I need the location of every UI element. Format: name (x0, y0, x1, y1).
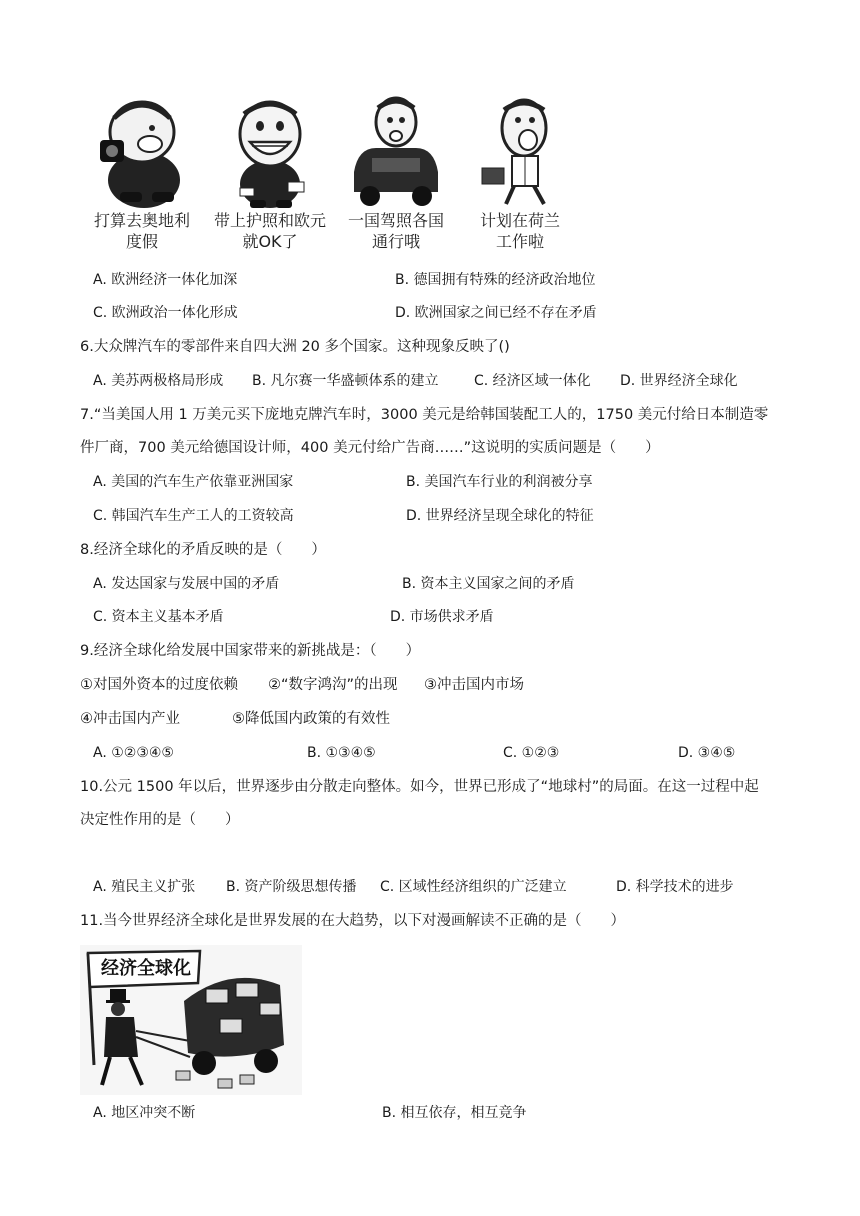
cartoon-caption-2: 带上护照和欧元 就OK了 (213, 211, 326, 251)
q8-option-d[interactable]: D. 市场供求矛盾 (390, 609, 494, 625)
cartoon-walking-man (474, 92, 574, 210)
q9-stem: 9.经济全球化给发展中国家带来的新挑战是：（ ） (80, 643, 421, 659)
q9-option-c[interactable]: C. ①②③ (503, 745, 560, 761)
q6-option-d[interactable]: D. 世界经济全球化 (620, 373, 738, 389)
q11-option-a[interactable]: A. 地区冲突不断 (93, 1105, 196, 1121)
globalization-cartoon (80, 945, 302, 1095)
q9-item-1: ①对国外资本的过度依赖 (80, 677, 238, 693)
q7-option-b[interactable]: B. 美国汽车行业的利润被分享 (406, 474, 593, 490)
q9-item-4: ④冲击国内产业 (80, 711, 180, 727)
q10-stem-line1: 10.公元 1500 年以后，世界逐步由分散走向整体。如今，世界已形成了“地球村”的局面。在这一过程中起 (80, 779, 759, 795)
q5-option-b[interactable]: B. 德国拥有特殊的经济政治地位 (395, 272, 596, 288)
q6-option-b[interactable]: B. 凡尔赛一华盛顿体系的建立 (252, 373, 439, 389)
q7-option-a[interactable]: A. 美国的汽车生产依靠亚洲国家 (93, 474, 294, 490)
q6-option-a[interactable]: A. 美苏两极格局形成 (93, 373, 224, 389)
q10-option-b[interactable]: B. 资产阶级思想传播 (226, 879, 357, 895)
q8-stem: 8.经济全球化的矛盾反映的是（ ） (80, 542, 326, 558)
q9-item-3: ③冲击国内市场 (424, 677, 524, 693)
q7-stem-line1: 7.“当美国人用 1 万美元买下庞地克牌汽车时，3000 美元是给韩国装配工人的，1750 美元付给日本制造零 (80, 407, 769, 423)
q10-option-a[interactable]: A. 殖民主义扩张 (93, 879, 196, 895)
q6-option-c[interactable]: C. 经济区域一体化 (474, 373, 591, 389)
q7-option-d[interactable]: D. 世界经济呈现全球化的特征 (406, 508, 594, 524)
q8-option-c[interactable]: C. 资本主义基本矛盾 (93, 609, 224, 625)
q5-option-a[interactable]: A. 欧洲经济一体化加深 (93, 272, 238, 288)
q8-option-b[interactable]: B. 资本主义国家之间的矛盾 (402, 576, 575, 592)
q10-stem-line2: 决定性作用的是（ ） (80, 812, 240, 828)
q8-option-a[interactable]: A. 发达国家与发展中国的矛盾 (93, 576, 280, 592)
q10-option-c[interactable]: C. 区域性经济组织的广泛建立 (380, 879, 567, 895)
q9-option-d[interactable]: D. ③④⑤ (678, 745, 736, 761)
q11-stem: 11.当今世界经济全球化是世界发展的在大趋势，以下对漫画解读不正确的是（ ） (80, 913, 626, 929)
cartoon-car-driver (346, 92, 446, 210)
cartoon-caption-1: 打算去奥地利 度假 (93, 211, 190, 251)
cartoon-grinning-man (220, 92, 320, 210)
q9-item-5: ⑤降低国内政策的有效性 (232, 711, 390, 727)
cartoon-flag-text: 经济全球化 (101, 958, 191, 979)
q7-option-c[interactable]: C. 韩国汽车生产工人的工资较高 (93, 508, 294, 524)
q9-option-a[interactable]: A. ①②③④⑤ (93, 745, 174, 761)
cartoon-caption-4: 计划在荷兰 工作啦 (479, 211, 560, 251)
q7-stem-line2: 件厂商，700 美元给德国设计师，400 美元付给广告商……”这说明的实质问题是（ ） (80, 440, 660, 456)
cartoon-camera-man (92, 92, 192, 210)
q9-item-2: ②“数字鸿沟”的出现 (268, 677, 398, 693)
q9-option-b[interactable]: B. ①③④⑤ (307, 745, 376, 761)
q6-stem: 6.大众牌汽车的零部件来自四大洲 20 多个国家。这种现象反映了() (80, 339, 510, 355)
q5-option-d[interactable]: D. 欧洲国家之间已经不存在矛盾 (395, 305, 597, 321)
q10-option-d[interactable]: D. 科学技术的进步 (616, 879, 734, 895)
cartoon-caption-3: 一国驾照各国 通行哦 (347, 211, 444, 251)
q11-option-b[interactable]: B. 相互依存，相互竞争 (382, 1105, 527, 1121)
q5-option-c[interactable]: C. 欧洲政治一体化形成 (93, 305, 238, 321)
